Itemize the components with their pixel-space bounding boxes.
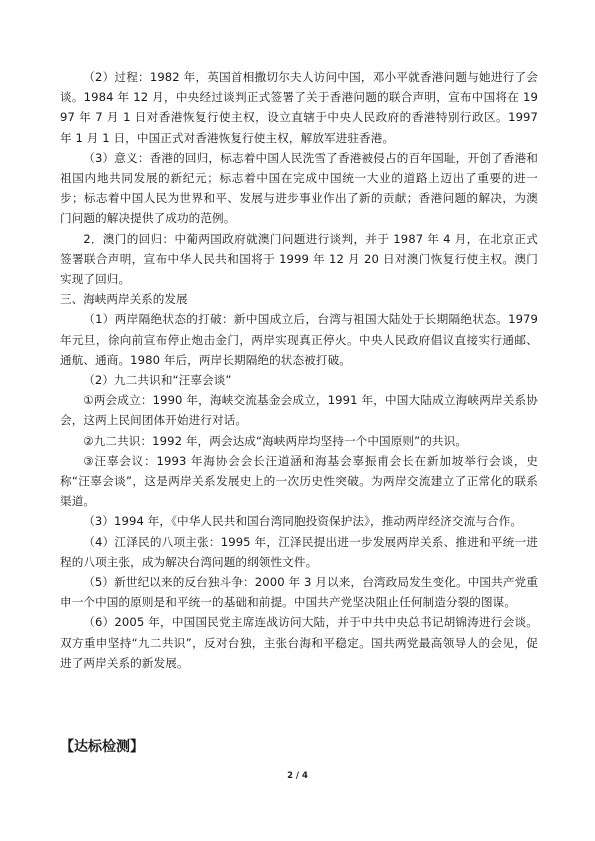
paragraph-investment-law: （3）1994 年，《中华人民共和国台湾同胞投资保护法》，推动两岸经济交流与合作。	[83, 514, 523, 529]
document-body	[60, 67, 538, 673]
paragraph-two-associations: ①两会成立：1990 年，海峡交流基金会成立，1991 年，中国大陆成立海峡两岸关系协会，这两上民间团体开始进行对话。	[60, 393, 538, 428]
paragraph-anti-independence: （5）新世纪以来的反台独斗争：2000 年 3 月以来，台湾政局发生变化。中国共产党重申一个中国的原则是和平统一的基础和前提。中国共产党坚决阻止任何制造分裂的图谋。	[60, 575, 538, 610]
paragraph-macau-return: 2．澳门的回归：中葡两国政府就澳门问题进行谈判，并于 1987 年 4 月，在北京正式签署联合声明，宣布中华人民共和国将于 1999 年 12 月 20 日对澳门恢复行使主权。澳门实现了回归。	[60, 231, 538, 287]
paragraph-wang-koo-talks: ③汪辜会议：1993 年海协会会长汪道涵和海基会辜振甫会长在新加坡举行会谈，史称“汪辜会谈”，这是两岸关系发展史上的一次历史性突破。为两岸交流建立了正常化的联系渠道。	[60, 453, 538, 509]
paragraph-consensus-heading: （2）九二共识和“汪辜会谈”	[83, 373, 232, 388]
paragraph-2005-visit: （6）2005 年，中国国民党主席连战访问大陆，并于中共中央总书记胡锦涛进行会谈。双方重申坚持“九二共识”，反对台独，主张台海和平稳定。国共两党最高领导人的会见，促进了两岸关系的新发展。	[60, 615, 538, 670]
paragraph-isolation-broken: （1）两岸隔绝状态的打破：新中国成立后，台湾与祖国大陆处于长期隔绝状态。1979 年元旦，徐向前宣布停止炮击金门，两岸实现真正停火。中央人民政府倡议直接实行通邮、通航、通商。1980 年后，两岸长期隔绝的状态被打破。	[60, 312, 538, 367]
section-title-cross-strait: 三、海峡两岸关系的发展	[60, 292, 188, 307]
paragraph-1992-consensus: ②九二共识：1992 年，两会达成“海峡两岸均坚持一个中国原则”的共识。	[83, 433, 468, 448]
paragraph-hongkong-process: （2）过程：1982 年，英国首相撒切尔夫人访问中国，邓小平就香港问题与她进行了会谈。1984 年 12 月，中央经过谈判正式签署了关于香港问题的联合声明，宣布中国将在 1997 年 7 月 1 日对香港恢复行使主权，设立直辖于中央人民政府的香港特别行政区。1997 年 1 月 1 日，中国正式对香港恢复行使主权，解放军进驻香港。	[60, 70, 538, 145]
paragraph-eight-points: （4）江泽民的八项主张：1995 年，江泽民提出进一步发展两岸关系、推进和平统一进程的八项主张，成为解决台湾问题的纲领性文件。	[60, 534, 538, 569]
paragraph-hongkong-significance: （3）意义：香港的回归，标志着中国人民洗雪了香港被侵占的百年国耻，开创了香港和祖国内地共同发展的新纪元；标志着中国在完成中国统一大业的道路上迈出了重要的进一步；标志着中国人民为世界和平、发展与进步事业作出了新的贡献；香港问题的解决，为澳门问题的解决提供了成功的范例。	[60, 150, 538, 226]
page-number: 2 / 4	[287, 771, 308, 781]
section-heading-assessment: 【达标检测】	[60, 739, 144, 755]
